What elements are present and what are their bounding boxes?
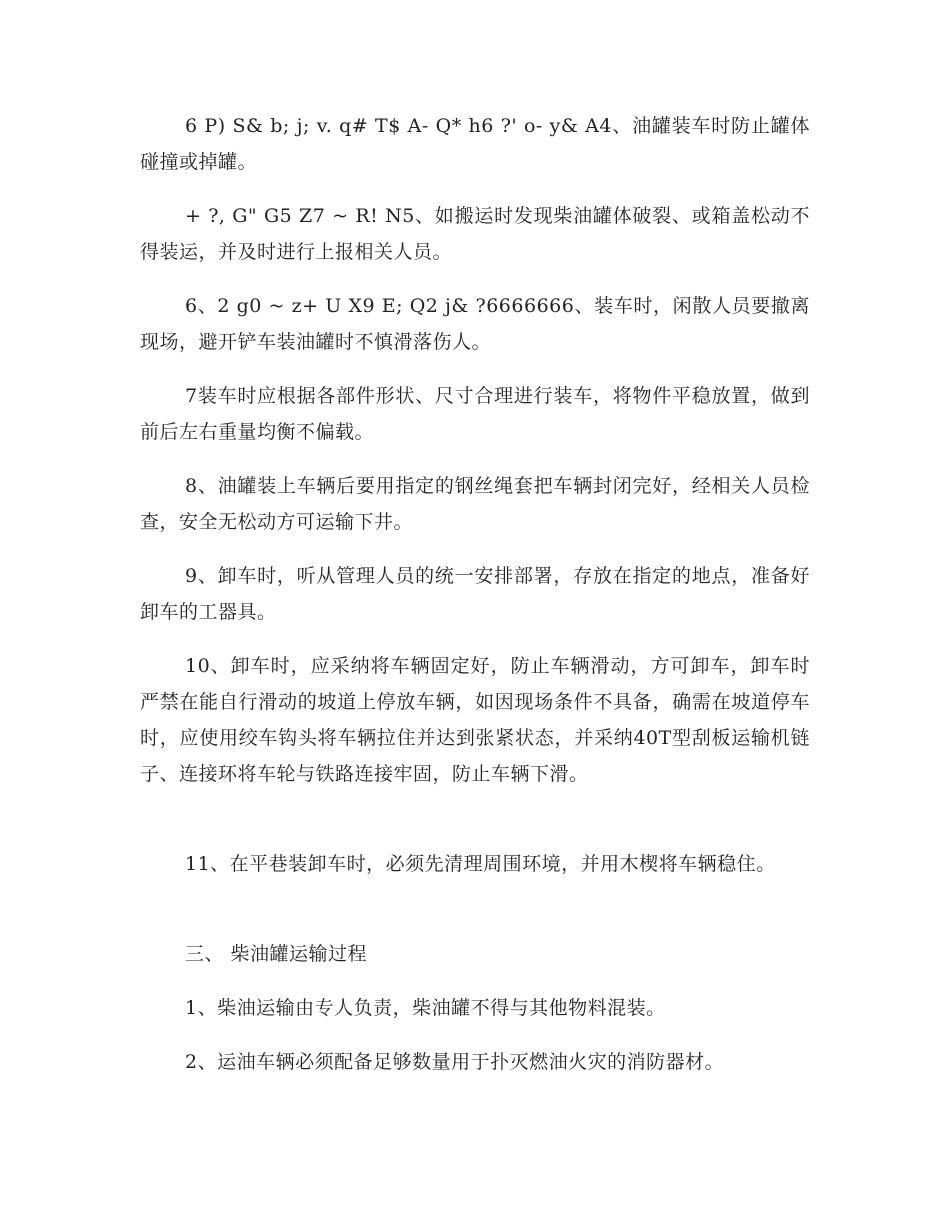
paragraph-slope-safety: 10、卸车时，应采纳将车辆固定好，防止车辆滑动，方可卸车，卸车时严禁在能自行滑动的坡道上停放车辆，如因现场条件不具备，确需在坡道停车时，应使用绞车钩头将车辆拉住并达到张紧状态，并采纳40T型刮板运输机链子、连接环将车轮与铁路连接牢固，防止车辆下滑。 — [140, 655, 810, 785]
paragraph-wire-rope: 8、油罐装上车辆后要用指定的钢丝绳套把车辆封闭完好，经相关人员检查，安全无松动方可运输下井。 — [140, 475, 810, 533]
paragraph-fire-equipment: 2、运油车辆必须配备足够数量用于扑灭燃油火灾的消防器材。 — [185, 1051, 725, 1073]
paragraph-balanced-loading: 7装车时应根据各部件形状、尺寸合理进行装车，将物件平稳放置，做到前后左右重量均衡不偏载。 — [140, 385, 810, 443]
section-heading-transport-process: 三、 柴油罐运输过程 — [185, 943, 368, 965]
paragraph-unloading-arrangement: 9、卸车时，听从管理人员的统一安排部署，存放在指定的地点，准备好卸车的工器具。 — [140, 565, 810, 623]
paragraph-dedicated-personnel: 1、柴油运输由专人负责，柴油罐不得与其他物料混装。 — [185, 997, 666, 1019]
paragraph-level-roadway: 11、在平巷装卸车时，必须先清理周围环境，并用木楔将车辆稳住。 — [185, 853, 776, 875]
paragraph-loading-collision: 6 P) S& b; j; v. q# T$ A- Q* h6 ?' o- y& A4、油罐装车时防止罐体碰撞或掉罐。 — [140, 115, 810, 173]
paragraph-clear-site: 6、2 g0 ~ z+ U X9 E; Q2 j& ?6666666、装车时，闲散人员要撤离现场，避开铲车装油罐时不慎滑落伤人。 — [140, 295, 810, 353]
paragraph-damaged-tank: + ?, G" G5 Z7 ~ R! N5、如搬运时发现柴油罐体破裂、或箱盖松动不得装运，并及时进行上报相关人员。 — [140, 205, 810, 263]
